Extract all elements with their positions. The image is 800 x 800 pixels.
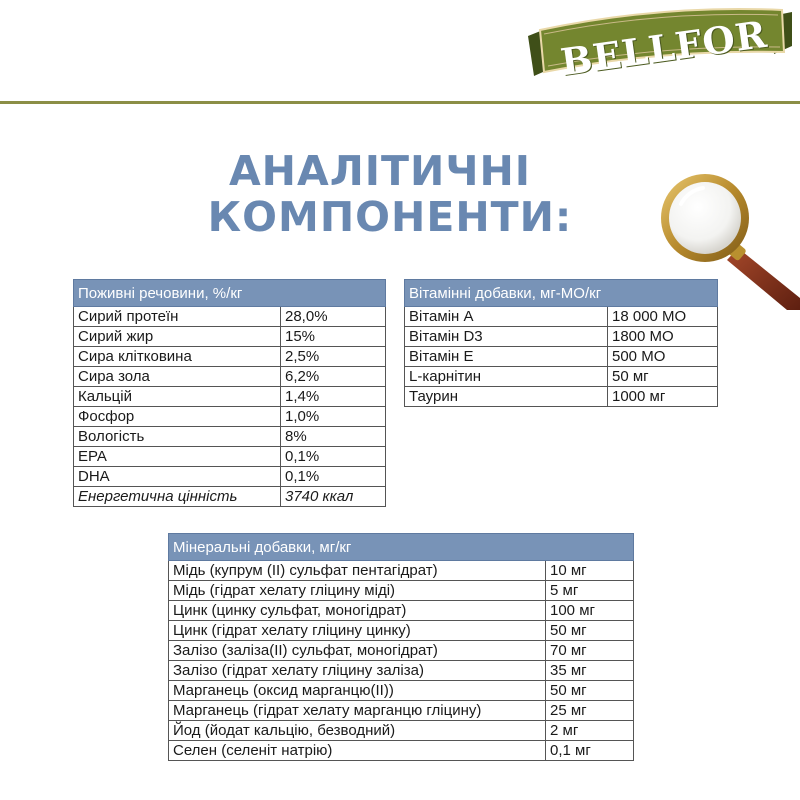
table-row — [74, 367, 386, 387]
header-divider — [0, 101, 800, 104]
table-row — [169, 581, 634, 601]
energy-row — [74, 487, 386, 507]
vitamins-table-header: Вітамінні добавки, мг-МО/кг — [405, 280, 718, 307]
table-row — [169, 621, 634, 641]
table-row — [405, 307, 718, 327]
nutrient-value: 1,0% — [281, 407, 386, 427]
table-row — [74, 387, 386, 407]
nutrient-value: 0,1% — [281, 447, 386, 467]
nutrient-name: Сира клітковина — [74, 347, 281, 367]
mineral-name: Мідь (гідрат хелату гліцину міді) — [169, 581, 546, 601]
nutrient-value: 15% — [281, 327, 386, 347]
table-row — [405, 387, 718, 407]
table-row — [74, 307, 386, 327]
table-row — [74, 347, 386, 367]
energy-value: 3740 ккал — [281, 487, 386, 507]
vitamin-name: Вітамін D3 — [405, 327, 608, 347]
table-row — [74, 327, 386, 347]
table-row — [74, 467, 386, 487]
mineral-name: Цинк (гідрат хелату гліцину цинку) — [169, 621, 546, 641]
nutrient-value: 2,5% — [281, 347, 386, 367]
energy-label: Енергетична цінність — [74, 487, 281, 507]
nutrient-name: EPA — [74, 447, 281, 467]
vitamins-table — [404, 279, 718, 407]
mineral-name: Марганець (гідрат хелату марганцю гліцину) — [169, 701, 546, 721]
nutrient-name: Сира зола — [74, 367, 281, 387]
vitamin-name: L-карнітин — [405, 367, 608, 387]
page-title-line2: КОМПОНЕНТИ: — [207, 193, 573, 241]
nutrient-value: 6,2% — [281, 367, 386, 387]
mineral-value: 50 мг — [546, 681, 634, 701]
table-row — [169, 561, 634, 581]
table-row — [74, 407, 386, 427]
mineral-value: 0,1 мг — [546, 741, 634, 761]
nutrient-value: 8% — [281, 427, 386, 447]
vitamin-name: Вітамін A — [405, 307, 608, 327]
table-row — [169, 681, 634, 701]
logo-text: BELLFOR — [558, 11, 770, 85]
nutrients-table — [73, 279, 386, 507]
vitamin-name: Вітамін E — [405, 347, 608, 367]
vitamin-value: 18 000 МО — [608, 307, 718, 327]
table-row — [405, 327, 718, 347]
mineral-name: Мідь (купрум (II) сульфат пентагідрат) — [169, 561, 546, 581]
vitamin-value: 50 мг — [608, 367, 718, 387]
table-row — [74, 427, 386, 447]
mineral-value: 50 мг — [546, 621, 634, 641]
table-row — [74, 447, 386, 467]
mineral-name: Йод (йодат кальцію, безводний) — [169, 721, 546, 741]
vitamin-value: 1000 мг — [608, 387, 718, 407]
nutrient-value: 0,1% — [281, 467, 386, 487]
nutrient-value: 28,0% — [281, 307, 386, 327]
table-row — [169, 741, 634, 761]
mineral-name: Цинк (цинку сульфат, моногідрат) — [169, 601, 546, 621]
bellfor-logo — [526, 6, 794, 96]
mineral-value: 70 мг — [546, 641, 634, 661]
vitamin-value: 500 МО — [608, 347, 718, 367]
table-row — [169, 661, 634, 681]
nutrients-table-header: Поживні речовини, %/кг — [74, 280, 386, 307]
nutrient-value: 1,4% — [281, 387, 386, 407]
mineral-name: Залізо (гідрат хелату гліцину заліза) — [169, 661, 546, 681]
vitamin-value: 1800 МО — [608, 327, 718, 347]
table-row — [405, 367, 718, 387]
table-row — [405, 347, 718, 367]
mineral-name: Залізо (заліза(II) сульфат, моногідрат) — [169, 641, 546, 661]
mineral-name: Марганець (оксид марганцю(II)) — [169, 681, 546, 701]
nutrient-name: Кальцій — [74, 387, 281, 407]
table-row — [169, 721, 634, 741]
nutrient-name: Фосфор — [74, 407, 281, 427]
vitamin-name: Таурин — [405, 387, 608, 407]
nutrient-name: Сирий жир — [74, 327, 281, 347]
page-title-line1: АНАЛІТИЧНІ — [228, 147, 532, 195]
mineral-value: 10 мг — [546, 561, 634, 581]
mineral-value: 100 мг — [546, 601, 634, 621]
nutrient-name: Вологість — [74, 427, 281, 447]
minerals-table-header: Мінеральні добавки, мг/кг — [169, 534, 634, 561]
mineral-value: 35 мг — [546, 661, 634, 681]
table-row — [169, 641, 634, 661]
nutrient-name: DHA — [74, 467, 281, 487]
mineral-value: 5 мг — [546, 581, 634, 601]
minerals-table — [168, 533, 634, 761]
nutrient-name: Сирий протеїн — [74, 307, 281, 327]
mineral-value: 25 мг — [546, 701, 634, 721]
table-row — [169, 701, 634, 721]
table-row — [169, 601, 634, 621]
mineral-name: Селен (селеніт натрію) — [169, 741, 546, 761]
mineral-value: 2 мг — [546, 721, 634, 741]
